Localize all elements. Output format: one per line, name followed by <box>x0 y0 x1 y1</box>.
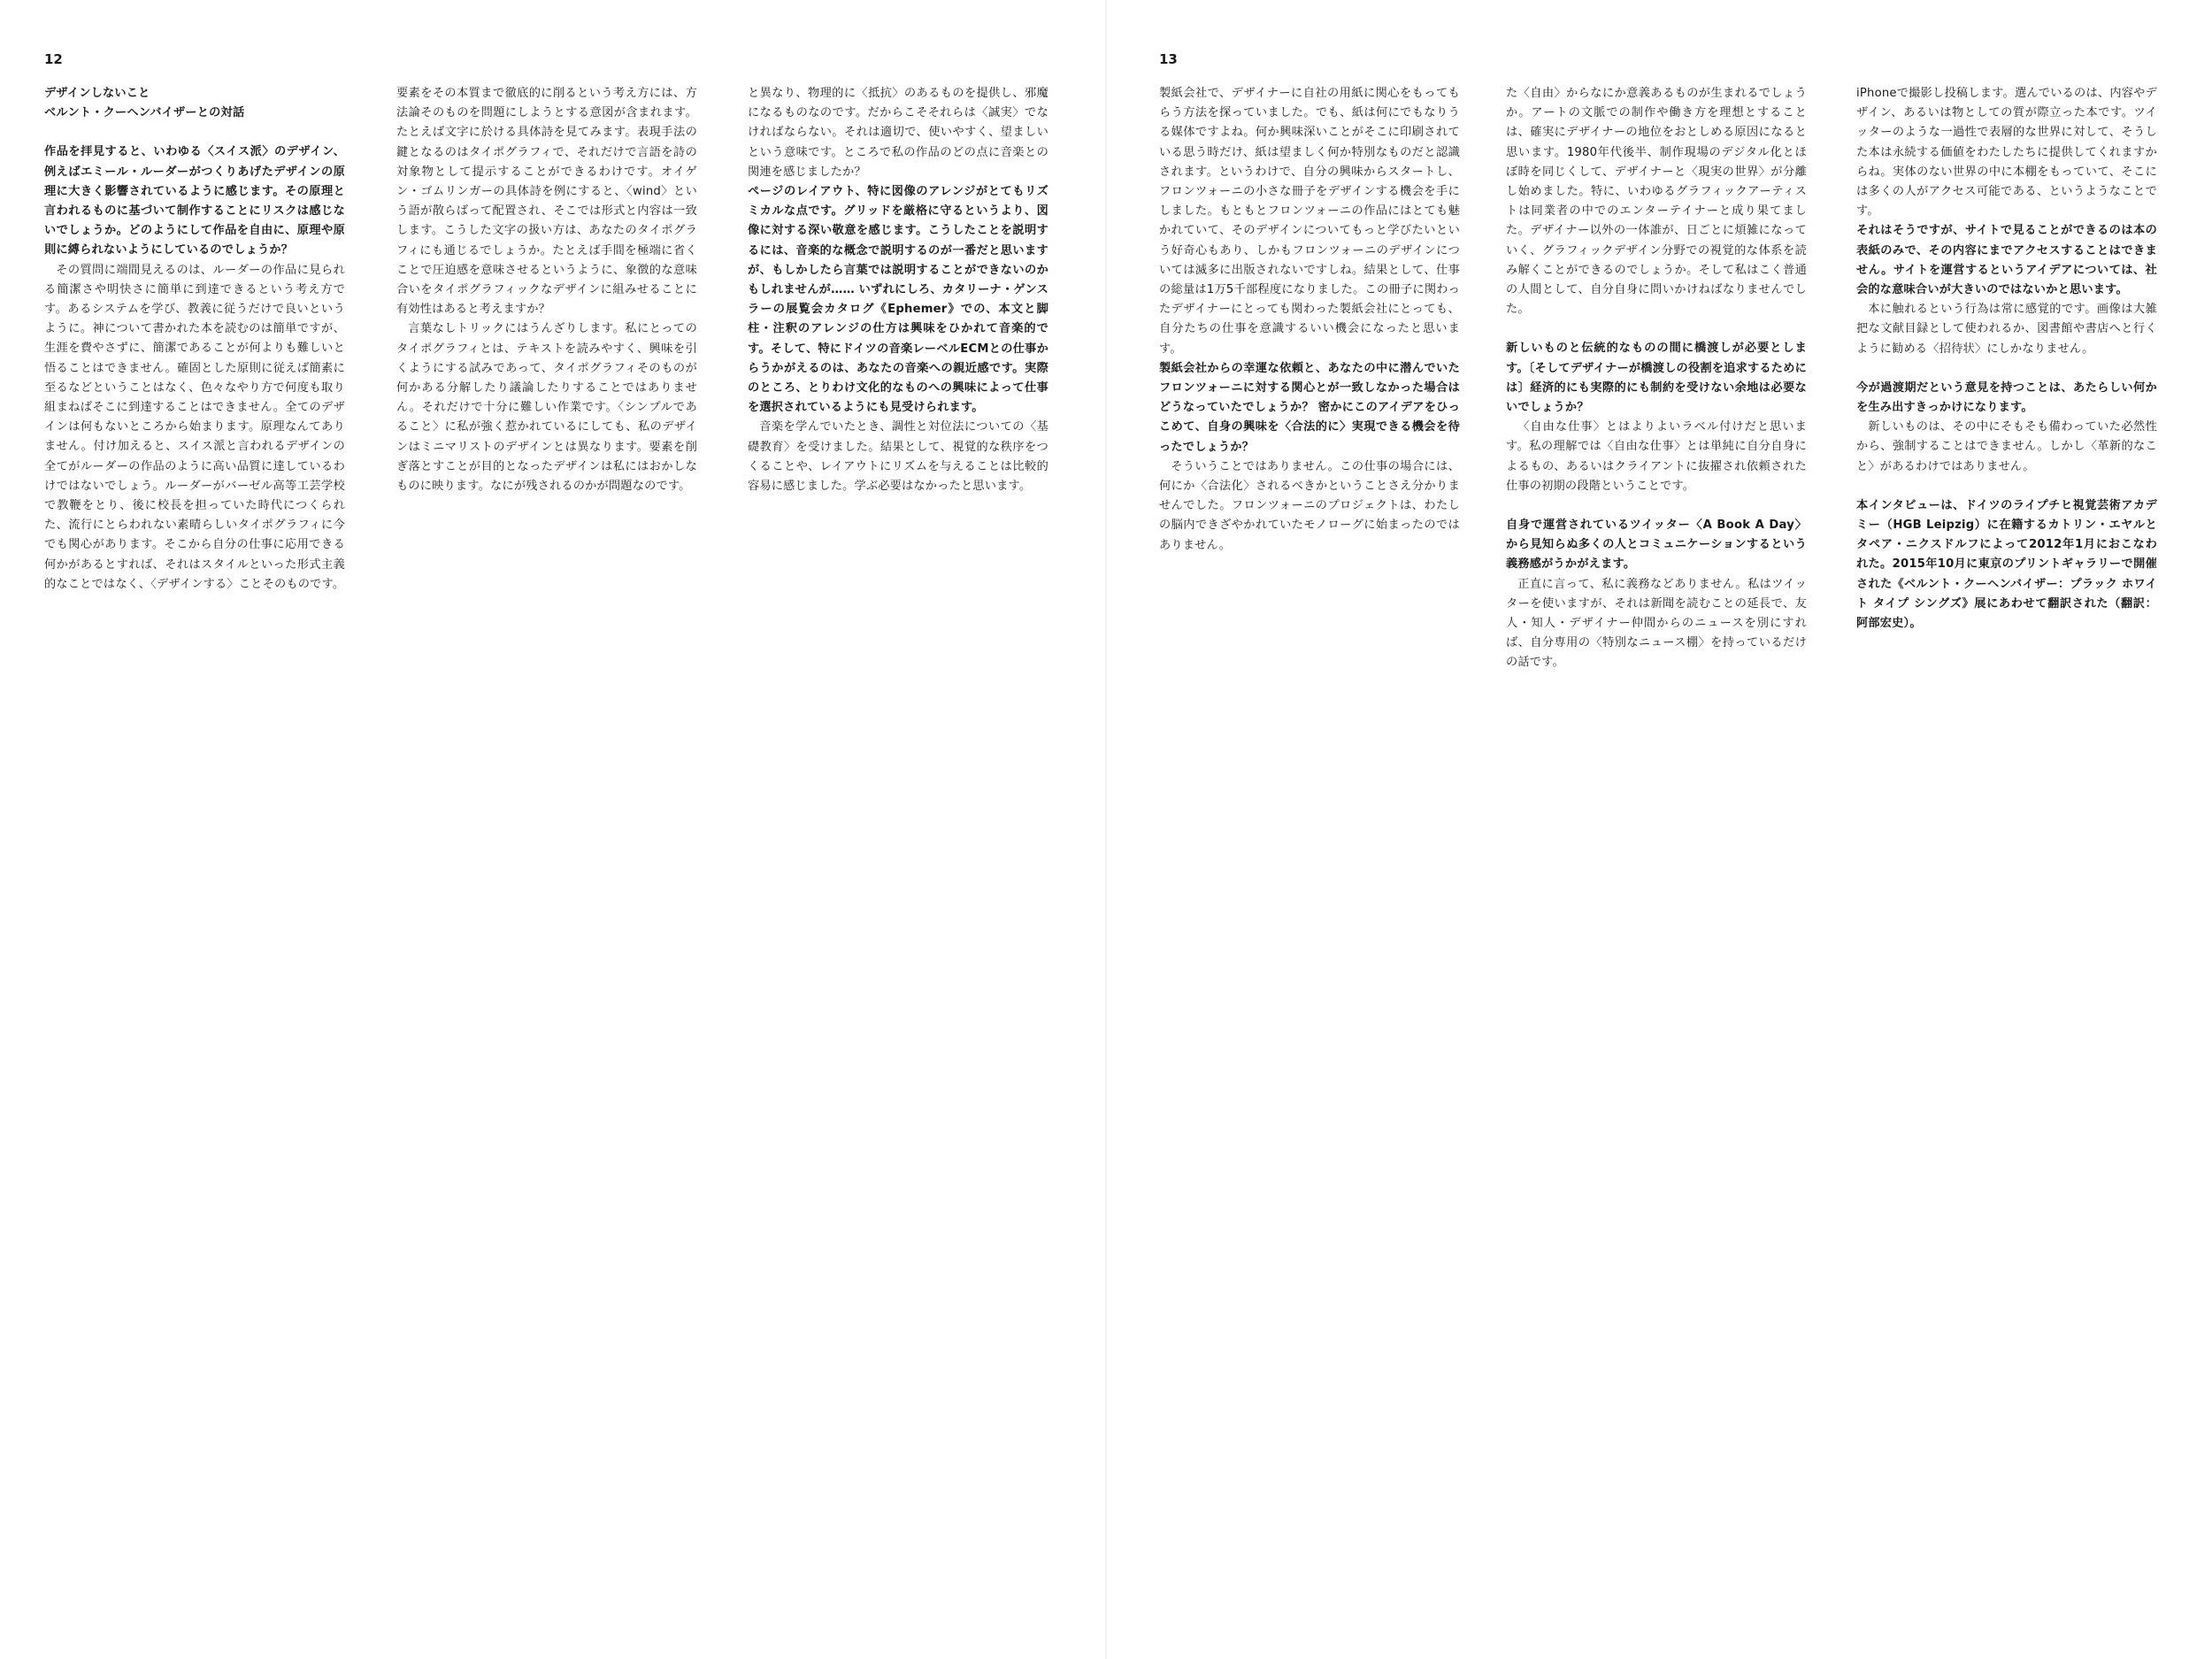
interview-answer: そういうことではありません。この仕事の場合には、何にか〈合法化〉されるべきかということさえ分かりませんでした。フロンツォーニのプロジェクトは、わたしの脳内できざやかれていたモノローグに始まったのではありません。 <box>1159 459 1460 552</box>
text-column-4 <box>1159 84 1460 1628</box>
text-column-3 <box>748 84 1048 1628</box>
interview-answer: 新しいものは、その中にそもそも備わっていた必然性から、強制することはできません。しかし〈革新的なこと〉があるわけではありません。 <box>1856 420 2157 473</box>
text-column-6 <box>1856 84 2157 1628</box>
interview-question: 製紙会社からの幸運な依頼と、あなたの中に潜んでいたフロンツォーニに対する関心とが一致しなかった場合はどうなっていたでしょうか？ 密かにこのアイデアをひっこめて、自身の興味を〈合法的に〉実現できる機会を待ったでしょうか？ <box>1159 361 1460 454</box>
text-column-5 <box>1506 84 1807 1628</box>
interview-question: 新しいものと伝統的なものの間に橋渡しが必要とします。〔そしてデザイナーが橋渡しの役割を追求するためには〕経済的にも実際的にも制約を受けない余地は必要ないでしょうか？ <box>1506 342 1807 415</box>
interview-answer: 本に触れるという行為は常に感覚的です。画像は大雑把な文献目録として使われるか、図書館や書店へと行くように勧める〈招待状〉にしかなりません。 <box>1856 303 2157 356</box>
interview-answer: 正直に言って、私に義務などありません。私はツイッターを使いますが、それは新聞を読むことの延長で、友人・知人・デザイナー仲間からのニュースを別にすれば、自分専用の〈特別なニュース棚〉を持っているだけの話です。 <box>1506 577 1807 670</box>
interview-answer: 製紙会社で、デザイナーに自社の用紙に関心をもってもらう方法を探っていました。でも、紙は何にでもなりうる媒体ですよね。何か興味深いことがそこに印刷されている思う時だけ、紙は望ましく何か特別なものだと認識されます。というわけで、自分の興味からスタートし、フロンツォーニの小さな冊子をデザインする機会を手にしました。もともとフロンツォーニの作品にはとても魅かれていて、そのデザインについてもっと学びたいという好奇心もあり、しかもフロンツォーニのデザインについては滅多に出版されないですしね。結果として、仕事の総量は1万5千部程度になりました。この冊子に関わったデザイナーにとっても関わった製紙会社にとっても、自分たちの仕事を意識するいい機会になったと思います。 <box>1159 87 1460 356</box>
page-number: 12 <box>44 51 63 67</box>
text-column-2 <box>396 84 697 1628</box>
article-title <box>44 84 345 123</box>
text-column-1 <box>44 84 345 1628</box>
interview-answer: 〈自由な仕事〉とはよりよいラベル付けだと思います。私の理解では〈自由な仕事〉とは単純に自分自身によるもの、あるいはクライアントに抜擢され依頼された仕事の初期の段階ということです。 <box>1506 420 1807 493</box>
interview-question: 作品を拝見すると、いわゆる〈スイス派〉のデザイン、例えばエミール・ルーダーがつくりあげたデザインの原理に大きく影響されているように感じます。その原理と言われるものに基づいて制作することにリスクは感じないでしょうか。どのようにして作品を自由に、原理や原則に縛られないようにしているのでしょうか？ <box>44 145 345 257</box>
interview-question: それはそうですが、サイトで見ることができるのは本の表紙のみで、その内容にまでアクセスすることはできません。サイトを運営するというアイデアについては、社会的な意味合いが大きいのではないかと思います。 <box>1856 224 2157 297</box>
interview-question: 要素をその本質まで徹底的に削るという考え方には、方法論そのものを問題にしようとする意図が含まれます。たとえば文字に於ける具体詩を見てみます。表現手法の鍵となるのはタイポグラフィで、それだけで言語を詩の対象物として提示することができるわけです。オイゲン・ゴムリンガーの具体詩を例にすると、〈wind〉という語が散らばって配置され、そこでは形式と内容は一致します。こうした文字の扱い方は、あなたのタイポグラフィにも通じるでしょうか。たとえば手間を極端に省くことで圧迫感を意味させるというように、象徴的な意味合いをタイポグラフィックなデザインに組みせることに有効性はあると考えますか？ <box>396 87 697 317</box>
interview-answer: 言葉なしトリックにはうんざりします。私にとってのタイポグラフィとは、テキストを読みやすく、興味を引くようにする試みであって、タイポグラフィそのものが何かある分解したり議論したりすることではありません。それだけで十分に難しい作業です。〈シンプルであること〉に私が強く惹かれているにしても、私のデザインはミニマリストのデザインとは異なります。要素を削ぎ落とすことが目的となったデザインは私にはおかしなものに映ります。なにが残されるのかが問題なのです。 <box>396 322 697 494</box>
interview-question: 今が過渡期だという意見を持つことは、あたらしい何かを生み出すきっかけになります。 <box>1856 380 2157 415</box>
interview-answer: 音楽を学んでいたとき、調性と対位法についての〈基礎教育〉を受けました。結果として、視覚的な秩序をつくることや、レイアウトにリズムを与えることは比較的容易に感じました。学ぶ必要はなかったと思います。 <box>748 420 1048 494</box>
interview-credit: 本インタビューは、ドイツのライプチヒ視覚芸術アカデミー（HGB Leipzig）に在籍するカトリン・エヤルとタペア・ニクスドルフによって2012年1月におこなわれた。2015年10月に東京のプリントギャラリーで開催された《ベルント・クーヘンバイザー：プラック ホワイト タイプ シングズ》展にあわせて翻訳された（翻訳：阿部宏史）。 <box>1856 498 2157 631</box>
article-title-sub: ベルント・クーヘンバイザーとの対話 <box>44 106 245 120</box>
interview-answer: た〈自由〉からなにか意義あるものが生まれるでしょうか。アートの文脈での制作や働き方を理想とすることは、確実にデザイナーの地位をおとしめる原因になると思います。1980年代後半、制作現場のデジタル化とほぼ時を同じくして、デザイナーと〈現実の世界〉が分離し始めました。特に、いわゆるグラフィックアーティストは同業者の中でのエンターテイナーと成り果てました。デザイナー以外の一体誰が、日ごとに煩雑になっていく、グラフィックデザイン分野での視覚的な体系を読み解くことができるのでしょうか。そして私はこく普通の人間として、自分自身に問いかけねばなりませんでした。 <box>1506 87 1807 317</box>
article-title-main: デザインしないこと <box>44 87 150 100</box>
interview-question: ページのレイアウト、特に図像のアレンジがとてもリズミカルな点です。グリッドを厳格に守るというより、図像に対する深い敬意を感じます。こうしたことを説明するには、音楽的な概念で説明するのが一番だと思いますが、もしかしたら言葉では説明することができないのかもしれませんが…… いずれにしろ、カタリーナ・ゲンスラーの展覧会カタログ《Ephemer》での、本文と脚柱・注釈のアレンジの仕方は興味をひかれて音楽的です。そして、特にドイツの音楽レーベルECMとの仕事からうかがえるのは、あなたの音楽への親近感です。実際のところ、とりわけ文化的なものへの興味によって仕事を選択されているようにも見受けられます。 <box>748 185 1048 415</box>
page-number: 13 <box>1159 51 1178 67</box>
interview-question: 自身で運営されているツイッター〈A Book A Day〉から見知らぬ多くの人とコミュニケーションするという義務感がうかがえます。 <box>1506 518 1807 572</box>
right-page <box>1106 0 2212 1659</box>
interview-answer: その質問に端間見えるのは、ルーダーの作品に見られる簡潔さや明快さに簡単に到達できるという考え方です。あるシステムを学び、教義に従うだけで良いというように。神について書かれた本を読むのは簡単ですが、生涯を費やさずに、簡潔であることが何よりも難しいと悟ることはできません。確固とした原則に従えば簡素に至るなどということはなく、色々なやり方で何度も取り組まねばそこに到達することはできません。全てのデザインは何もないところから始まります。原理なんてありません。付け加えると、スイス派と言われるデザインの全てがルーダーの作品のように高い品質に達しているわけではないでしょう。ルーダーがバーゼル高等工芸学校で教鞭をとり、後に校長を担っていた時代につくられた、流行にとらわれない素晴らしいタイポグラフィに今でも関心があります。そこから自分の仕事に応用できる何かがあるとすれば、それはスタイルといった形式主義的なことではなく、〈デザインする〉ことそのものです。 <box>44 263 345 591</box>
interview-answer: iPhoneで撮影し投稿します。選んでいるのは、内容やデザイン、あるいは物としての質が際立った本です。ツイッターのような一過性で表層的な世界に対して、そうした本は永続する価値をわたしたちに提供してくれますからね。実体のない世界の中に本棚をもっていて、そこには多くの人がアクセス可能である、というようなことです。 <box>1856 87 2157 219</box>
interview-answer: と異なり、物理的に〈抵抗〉のあるものを提供し、邪魔になるものなのです。だからこそそれらは〈誠実〉でなければならない。それは適切で、使いやすく、望ましいという意味です。ところで私の作品のどの点に音楽との関連を感じましたか？ <box>748 87 1048 179</box>
